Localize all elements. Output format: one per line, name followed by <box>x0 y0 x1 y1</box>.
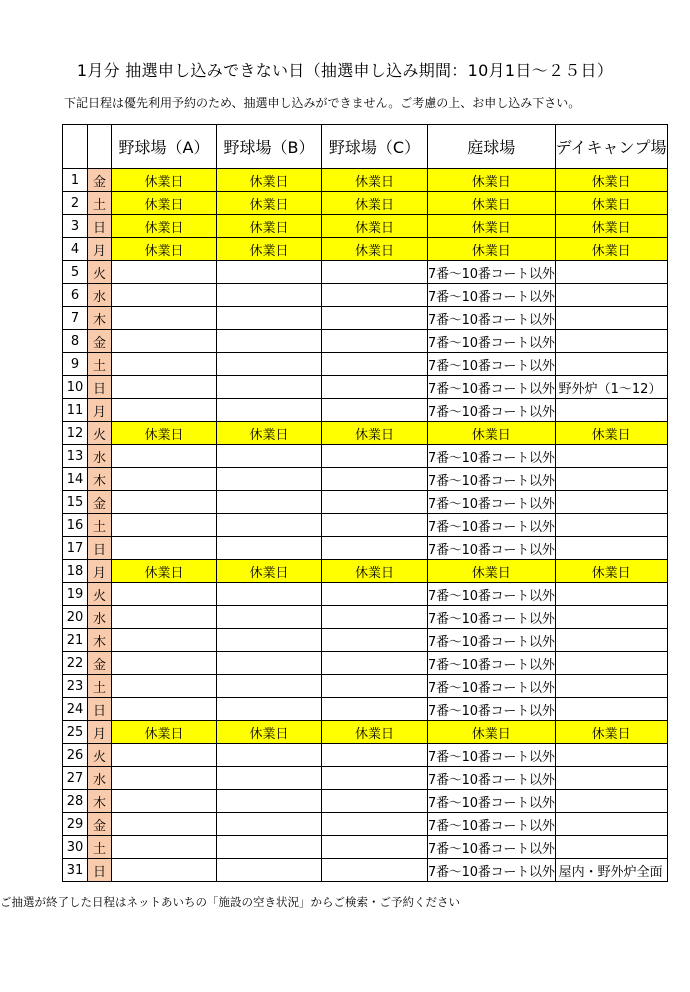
table-row <box>63 583 668 606</box>
tennis-cell: 7番～10番コート以外 <box>428 629 556 652</box>
baseball-a-cell <box>112 767 217 790</box>
baseball-c-cell <box>322 330 428 353</box>
table-row <box>63 836 668 859</box>
baseball-c-cell <box>322 790 428 813</box>
daycamp-cell <box>555 606 667 629</box>
weekday-cell: 月 <box>88 721 112 744</box>
daycamp-cell <box>555 468 667 491</box>
baseball-b-cell <box>217 330 322 353</box>
table-row <box>63 330 668 353</box>
baseball-c-cell <box>322 836 428 859</box>
day-cell: 9 <box>63 353 88 376</box>
weekday-cell: 日 <box>88 859 112 882</box>
tennis-cell: 7番～10番コート以外 <box>428 583 556 606</box>
tennis-cell: 7番～10番コート以外 <box>428 744 556 767</box>
weekday-cell: 木 <box>88 468 112 491</box>
baseball-b-cell <box>217 767 322 790</box>
day-cell: 14 <box>63 468 88 491</box>
baseball-a-cell <box>112 698 217 721</box>
tennis-cell: 7番～10番コート以外 <box>428 537 556 560</box>
weekday-cell: 月 <box>88 238 112 261</box>
tennis-cell: 7番～10番コート以外 <box>428 445 556 468</box>
table-row <box>63 192 668 215</box>
weekday-cell: 土 <box>88 836 112 859</box>
daycamp-cell <box>555 445 667 468</box>
day-cell: 17 <box>63 537 88 560</box>
daycamp-cell <box>555 261 667 284</box>
daycamp-cell: 休業日 <box>555 169 667 192</box>
header-tennis: 庭球場 <box>428 125 556 169</box>
table-row <box>63 629 668 652</box>
weekday-cell: 日 <box>88 376 112 399</box>
tennis-cell: 休業日 <box>428 721 556 744</box>
baseball-a-cell <box>112 537 217 560</box>
weekday-cell: 金 <box>88 491 112 514</box>
baseball-c-cell <box>322 445 428 468</box>
baseball-b-cell <box>217 445 322 468</box>
weekday-cell: 金 <box>88 330 112 353</box>
baseball-a-cell <box>112 583 217 606</box>
baseball-b-cell <box>217 514 322 537</box>
baseball-c-cell <box>322 744 428 767</box>
table-row <box>63 675 668 698</box>
tennis-cell: 7番～10番コート以外 <box>428 698 556 721</box>
day-cell: 28 <box>63 790 88 813</box>
day-cell: 31 <box>63 859 88 882</box>
tennis-cell: 7番～10番コート以外 <box>428 261 556 284</box>
table-row <box>63 767 668 790</box>
baseball-b-cell <box>217 859 322 882</box>
baseball-b-cell: 休業日 <box>217 560 322 583</box>
tennis-cell: 7番～10番コート以外 <box>428 767 556 790</box>
table-row <box>63 491 668 514</box>
table-row <box>63 606 668 629</box>
baseball-c-cell <box>322 284 428 307</box>
tennis-cell: 休業日 <box>428 192 556 215</box>
tennis-cell: 7番～10番コート以外 <box>428 330 556 353</box>
tennis-cell: 休業日 <box>428 215 556 238</box>
table-row <box>63 744 668 767</box>
baseball-b-cell <box>217 537 322 560</box>
tennis-cell: 7番～10番コート以外 <box>428 353 556 376</box>
baseball-b-cell: 休業日 <box>217 169 322 192</box>
baseball-a-cell <box>112 744 217 767</box>
table-row <box>63 261 668 284</box>
baseball-c-cell <box>322 307 428 330</box>
baseball-b-cell: 休業日 <box>217 238 322 261</box>
day-cell: 20 <box>63 606 88 629</box>
day-cell: 25 <box>63 721 88 744</box>
day-cell: 8 <box>63 330 88 353</box>
daycamp-cell <box>555 330 667 353</box>
day-cell: 13 <box>63 445 88 468</box>
day-cell: 5 <box>63 261 88 284</box>
baseball-b-cell: 休業日 <box>217 422 322 445</box>
baseball-b-cell <box>217 744 322 767</box>
baseball-b-cell <box>217 629 322 652</box>
day-cell: 26 <box>63 744 88 767</box>
weekday-cell: 日 <box>88 698 112 721</box>
tennis-cell: 7番～10番コート以外 <box>428 606 556 629</box>
table-row <box>63 169 668 192</box>
daycamp-cell <box>555 813 667 836</box>
schedule-table <box>62 124 668 882</box>
tennis-cell: 7番～10番コート以外 <box>428 514 556 537</box>
daycamp-cell <box>555 767 667 790</box>
baseball-b-cell <box>217 376 322 399</box>
baseball-c-cell: 休業日 <box>322 192 428 215</box>
day-cell: 4 <box>63 238 88 261</box>
weekday-cell: 土 <box>88 514 112 537</box>
daycamp-cell <box>555 491 667 514</box>
baseball-a-cell: 休業日 <box>112 422 217 445</box>
weekday-cell: 土 <box>88 192 112 215</box>
day-cell: 22 <box>63 652 88 675</box>
baseball-b-cell <box>217 399 322 422</box>
tennis-cell: 休業日 <box>428 422 556 445</box>
day-cell: 2 <box>63 192 88 215</box>
table-row <box>63 514 668 537</box>
baseball-c-cell <box>322 261 428 284</box>
header-weekday <box>88 125 112 169</box>
baseball-a-cell <box>112 514 217 537</box>
baseball-c-cell <box>322 767 428 790</box>
tennis-cell: 7番～10番コート以外 <box>428 675 556 698</box>
baseball-c-cell <box>322 537 428 560</box>
baseball-a-cell <box>112 813 217 836</box>
footer-note: ご抽選が終了した日程はネットあいちの「施設の空き状況」からご検索・ご予約ください <box>0 895 460 909</box>
baseball-a-cell <box>112 859 217 882</box>
table-row <box>63 399 668 422</box>
baseball-a-cell <box>112 491 217 514</box>
baseball-a-cell <box>112 629 217 652</box>
tennis-cell: 7番～10番コート以外 <box>428 468 556 491</box>
table-row <box>63 307 668 330</box>
weekday-cell: 水 <box>88 606 112 629</box>
day-cell: 23 <box>63 675 88 698</box>
day-cell: 11 <box>63 399 88 422</box>
header-daycamp: デイキャンプ場 <box>555 125 667 169</box>
daycamp-cell <box>555 353 667 376</box>
weekday-cell: 土 <box>88 353 112 376</box>
baseball-c-cell <box>322 652 428 675</box>
baseball-b-cell <box>217 491 322 514</box>
weekday-cell: 金 <box>88 813 112 836</box>
weekday-cell: 日 <box>88 537 112 560</box>
baseball-c-cell: 休業日 <box>322 721 428 744</box>
tennis-cell: 休業日 <box>428 169 556 192</box>
table-row <box>63 790 668 813</box>
table-row <box>63 721 668 744</box>
daycamp-cell: 野外炉（1～12） <box>555 376 667 399</box>
baseball-a-cell <box>112 261 217 284</box>
baseball-a-cell <box>112 445 217 468</box>
daycamp-cell <box>555 675 667 698</box>
baseball-c-cell <box>322 491 428 514</box>
table-row <box>63 859 668 882</box>
page-subtitle: 下記日程は優先利用予約のため、抽選申し込みができません。ご考慮の上、お申し込み下さい。 <box>64 96 581 110</box>
daycamp-cell: 休業日 <box>555 422 667 445</box>
day-cell: 21 <box>63 629 88 652</box>
tennis-cell: 7番～10番コート以外 <box>428 376 556 399</box>
daycamp-cell <box>555 790 667 813</box>
daycamp-cell <box>555 307 667 330</box>
daycamp-cell <box>555 284 667 307</box>
tennis-cell: 休業日 <box>428 238 556 261</box>
daycamp-cell: 休業日 <box>555 560 667 583</box>
baseball-c-cell <box>322 859 428 882</box>
weekday-cell: 木 <box>88 790 112 813</box>
day-cell: 12 <box>63 422 88 445</box>
baseball-a-cell: 休業日 <box>112 215 217 238</box>
weekday-cell: 金 <box>88 652 112 675</box>
baseball-a-cell: 休業日 <box>112 721 217 744</box>
table-row <box>63 238 668 261</box>
baseball-a-cell: 休業日 <box>112 192 217 215</box>
tennis-cell: 7番～10番コート以外 <box>428 399 556 422</box>
daycamp-cell <box>555 537 667 560</box>
baseball-a-cell <box>112 836 217 859</box>
day-cell: 1 <box>63 169 88 192</box>
header-row <box>63 125 668 169</box>
daycamp-cell <box>555 629 667 652</box>
table-row <box>63 698 668 721</box>
table-row <box>63 215 668 238</box>
day-cell: 29 <box>63 813 88 836</box>
baseball-a-cell <box>112 399 217 422</box>
tennis-cell: 7番～10番コート以外 <box>428 836 556 859</box>
baseball-c-cell <box>322 353 428 376</box>
baseball-b-cell <box>217 675 322 698</box>
baseball-c-cell <box>322 629 428 652</box>
weekday-cell: 火 <box>88 422 112 445</box>
header-day <box>63 125 88 169</box>
daycamp-cell: 休業日 <box>555 721 667 744</box>
daycamp-cell <box>555 652 667 675</box>
baseball-a-cell <box>112 284 217 307</box>
baseball-c-cell: 休業日 <box>322 215 428 238</box>
weekday-cell: 月 <box>88 560 112 583</box>
baseball-c-cell <box>322 675 428 698</box>
daycamp-cell: 休業日 <box>555 238 667 261</box>
tennis-cell: 休業日 <box>428 560 556 583</box>
day-cell: 16 <box>63 514 88 537</box>
table-row <box>63 652 668 675</box>
daycamp-cell <box>555 836 667 859</box>
baseball-b-cell <box>217 790 322 813</box>
table-row <box>63 422 668 445</box>
baseball-c-cell: 休業日 <box>322 560 428 583</box>
baseball-b-cell <box>217 836 322 859</box>
tennis-cell: 7番～10番コート以外 <box>428 284 556 307</box>
table-row <box>63 376 668 399</box>
baseball-a-cell <box>112 376 217 399</box>
day-cell: 27 <box>63 767 88 790</box>
baseball-c-cell <box>322 468 428 491</box>
baseball-b-cell <box>217 468 322 491</box>
baseball-c-cell: 休業日 <box>322 238 428 261</box>
baseball-c-cell <box>322 606 428 629</box>
daycamp-cell <box>555 744 667 767</box>
day-cell: 24 <box>63 698 88 721</box>
day-cell: 7 <box>63 307 88 330</box>
baseball-b-cell <box>217 284 322 307</box>
baseball-a-cell: 休業日 <box>112 238 217 261</box>
weekday-cell: 火 <box>88 744 112 767</box>
table-row <box>63 445 668 468</box>
daycamp-cell <box>555 698 667 721</box>
tennis-cell: 7番～10番コート以外 <box>428 307 556 330</box>
table-row <box>63 468 668 491</box>
baseball-c-cell <box>322 376 428 399</box>
baseball-c-cell: 休業日 <box>322 422 428 445</box>
baseball-c-cell <box>322 399 428 422</box>
baseball-a-cell <box>112 790 217 813</box>
header-baseball-a: 野球場（A） <box>112 125 217 169</box>
baseball-a-cell <box>112 307 217 330</box>
baseball-b-cell <box>217 698 322 721</box>
baseball-b-cell <box>217 353 322 376</box>
weekday-cell: 土 <box>88 675 112 698</box>
table-row <box>63 284 668 307</box>
day-cell: 6 <box>63 284 88 307</box>
weekday-cell: 水 <box>88 284 112 307</box>
baseball-c-cell <box>322 514 428 537</box>
baseball-b-cell <box>217 652 322 675</box>
baseball-b-cell: 休業日 <box>217 721 322 744</box>
day-cell: 3 <box>63 215 88 238</box>
table-row <box>63 560 668 583</box>
daycamp-cell <box>555 583 667 606</box>
table-row <box>63 537 668 560</box>
tennis-cell: 7番～10番コート以外 <box>428 652 556 675</box>
daycamp-cell: 休業日 <box>555 215 667 238</box>
baseball-a-cell <box>112 468 217 491</box>
baseball-a-cell <box>112 606 217 629</box>
day-cell: 30 <box>63 836 88 859</box>
day-cell: 10 <box>63 376 88 399</box>
baseball-b-cell: 休業日 <box>217 192 322 215</box>
weekday-cell: 木 <box>88 307 112 330</box>
tennis-cell: 7番～10番コート以外 <box>428 790 556 813</box>
tennis-cell: 7番～10番コート以外 <box>428 491 556 514</box>
weekday-cell: 日 <box>88 215 112 238</box>
page-title: 1月分 抽選申し込みできない日（抽選申し込み期間：10月1日～２５日） <box>76 61 614 80</box>
day-cell: 18 <box>63 560 88 583</box>
baseball-c-cell <box>322 698 428 721</box>
weekday-cell: 火 <box>88 583 112 606</box>
day-cell: 15 <box>63 491 88 514</box>
baseball-c-cell: 休業日 <box>322 169 428 192</box>
baseball-a-cell: 休業日 <box>112 560 217 583</box>
baseball-c-cell <box>322 583 428 606</box>
baseball-c-cell <box>322 813 428 836</box>
baseball-a-cell <box>112 675 217 698</box>
baseball-a-cell <box>112 353 217 376</box>
baseball-b-cell <box>217 307 322 330</box>
tennis-cell: 7番～10番コート以外 <box>428 859 556 882</box>
baseball-a-cell <box>112 652 217 675</box>
baseball-a-cell <box>112 330 217 353</box>
baseball-b-cell <box>217 606 322 629</box>
daycamp-cell: 屋内・野外炉全面 <box>555 859 667 882</box>
weekday-cell: 金 <box>88 169 112 192</box>
header-baseball-c: 野球場（C） <box>322 125 428 169</box>
baseball-b-cell <box>217 813 322 836</box>
daycamp-cell: 休業日 <box>555 192 667 215</box>
daycamp-cell <box>555 399 667 422</box>
weekday-cell: 木 <box>88 629 112 652</box>
table-row <box>63 353 668 376</box>
header-baseball-b: 野球場（B） <box>217 125 322 169</box>
baseball-b-cell <box>217 583 322 606</box>
weekday-cell: 火 <box>88 261 112 284</box>
baseball-b-cell: 休業日 <box>217 215 322 238</box>
baseball-b-cell <box>217 261 322 284</box>
weekday-cell: 水 <box>88 767 112 790</box>
table-row <box>63 813 668 836</box>
day-cell: 19 <box>63 583 88 606</box>
weekday-cell: 水 <box>88 445 112 468</box>
daycamp-cell <box>555 514 667 537</box>
weekday-cell: 月 <box>88 399 112 422</box>
baseball-a-cell: 休業日 <box>112 169 217 192</box>
tennis-cell: 7番～10番コート以外 <box>428 813 556 836</box>
